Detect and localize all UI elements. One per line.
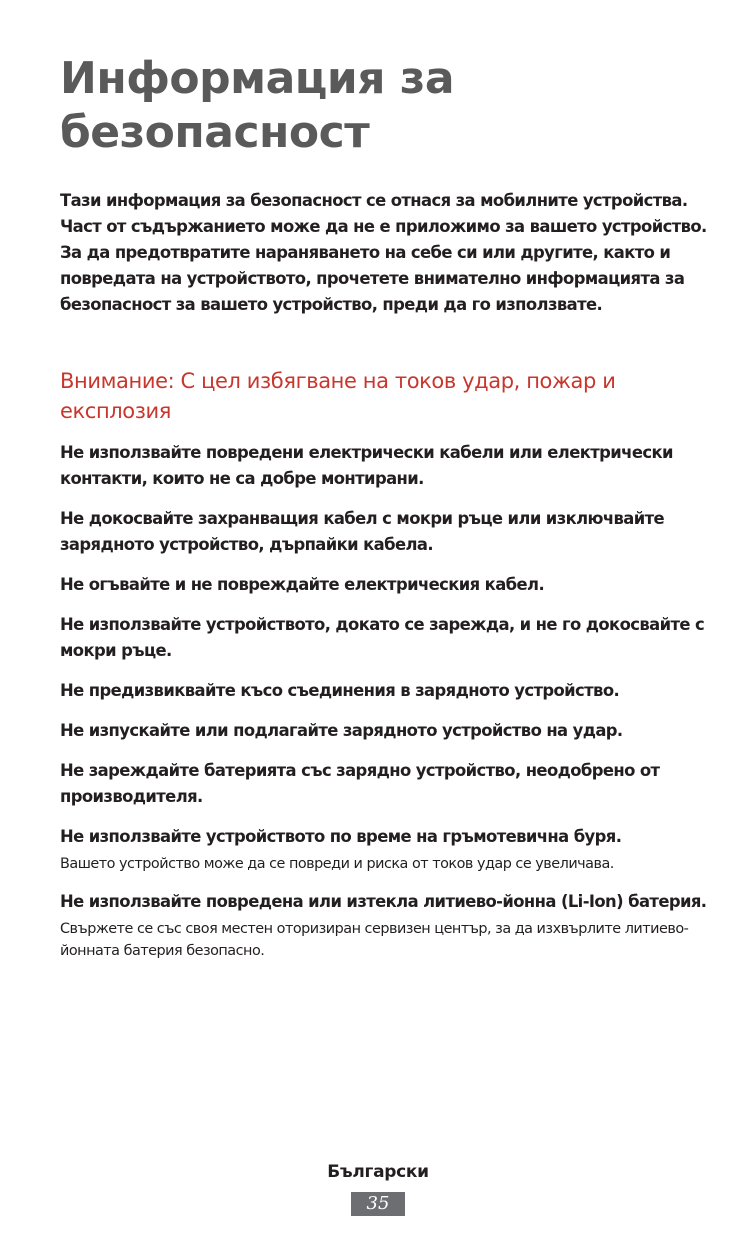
warning-item-description: Свържете се със своя местен оторизиран сервизен център, за да изхвърлите литиево-йонната батерия безопасно. [60,921,689,959]
warning-item-title: Не огъвайте и не повреждайте електрическия кабел. [60,575,545,594]
warning-item-title: Не използвайте устройството по време на гръмотевична буря. [60,827,622,846]
warning-heading: Внимание: С цел избягване на токов удар, пожар и експлозия [60,369,616,423]
warning-item [60,678,710,704]
warning-item-title: Не използвайте повредена или изтекла литиево-йонна (Li-Ion) батерия. [60,892,707,911]
page-content [60,52,710,976]
warning-item-title: Не изпускайте или подлагайте зарядното устройство на удар. [60,721,623,740]
warning-item [60,440,710,492]
warning-items-list [60,440,710,962]
warning-item [60,612,710,664]
warning-item-title: Не зареждайте батерията със зарядно устройство, неодобрено от производителя. [60,761,660,806]
footer-language: Български [327,1162,429,1182]
warning-item [60,824,710,875]
page-title: Информация за безопасност [60,53,455,158]
warning-item-description: Вашето устройство може да се повреди и риска от токов удар се увеличава. [60,856,614,872]
warning-item [60,506,710,558]
warning-item-title: Не използвайте устройството, докато се зарежда, и не го докосвайте с мокри ръце. [60,615,705,660]
page-number: 35 [351,1192,405,1216]
warning-item [60,718,710,744]
warning-item-title: Не докосвайте захранващия кабел с мокри ръце или изключвайте зарядното устройство, дърпайки кабела. [60,509,665,554]
warning-item-title: Не предизвиквайте късо съединения в зарядното устройство. [60,681,620,700]
intro-paragraph: Тази информация за безопасност се отнася за мобилните устройства. Част от съдържанието може да не е приложимо за вашето устройство. За да предотвратите нараняването на себе си или другите, както и повредата на устройството, прочетете внимателно информацията за безопасност за вашето устройство, преди да го използвате. [60,191,707,314]
warning-item [60,758,710,810]
warning-item [60,889,710,962]
warning-item [60,572,710,598]
warning-item-title: Не използвайте повредени електрически кабели или електрически контакти, които не са добре монтирани. [60,443,673,488]
